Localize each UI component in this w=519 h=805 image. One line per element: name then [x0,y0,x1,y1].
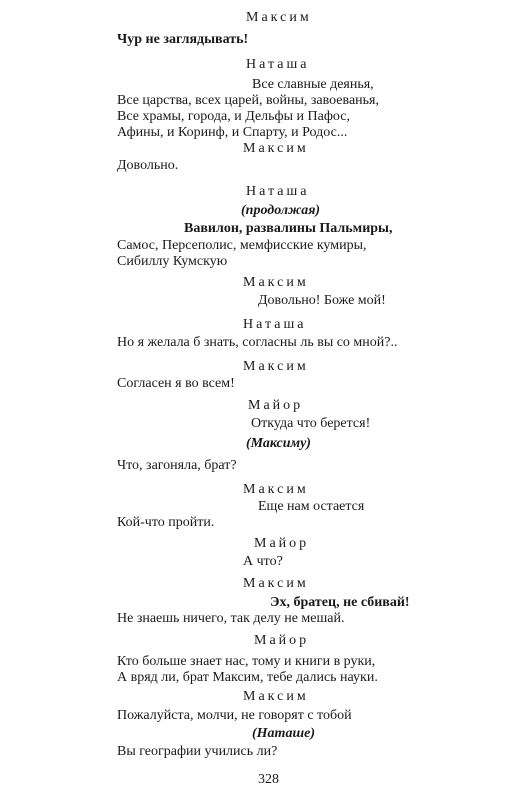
speaker-name: Максим [243,141,309,156]
stage-direction: (Наташе) [252,726,315,741]
verse-line: Но я желала б знать, согласны ль вы со мной?.. [117,335,398,350]
verse-line: Согласен я во всем! [117,376,235,391]
speaker-name: Максим [243,482,309,497]
verse-line: Чур не заглядывать! [117,32,249,47]
stage-direction: (продолжая) [241,203,321,218]
speaker-name: Максим [243,275,309,290]
verse-line: А что? [243,554,283,569]
speaker-name: Наташа [246,184,310,199]
verse-line: Кой-что пройти. [117,515,215,530]
verse-line: Довольно! Боже мой! [258,293,386,308]
speaker-name: Максим [243,689,309,704]
stage-direction: (Максиму) [246,436,311,451]
verse-line: Все храмы, города, и Дельфы и Пафос, [117,109,350,124]
verse-line: Вавилон, развалины Пальмиры, [184,221,393,236]
speaker-name: Максим [243,359,309,374]
verse-line: Эх, братец, не сбивай! [270,595,410,610]
verse-line: Что, загоняла, брат? [117,458,237,473]
verse-line: Пожалуйста, молчи, не говорят с тобой [117,708,352,723]
page-number: 328 [258,772,279,787]
verse-line: Афины, и Коринф, и Спарту, и Родос... [117,125,348,140]
verse-line: Еще нам остается [258,499,365,514]
verse-line: Все царства, всех царей, войны, завоеванья, [117,93,379,108]
verse-line: Самос, Персеполис, мемфисские кумиры, [117,238,367,253]
speaker-name: Майор [248,398,304,413]
speaker-name: Наташа [243,317,307,332]
speaker-name: Майор [254,536,310,551]
speaker-name: Максим [243,576,309,591]
speaker-name: Максим [246,10,312,25]
verse-line: Откуда что берется! [251,416,371,431]
verse-line: Кто больше знает нас, тому и книги в руки, [117,654,376,669]
verse-line: Не знаешь ничего, так делу не мешай. [117,611,345,626]
verse-line: Вы географии учились ли? [117,744,278,759]
speaker-name: Наташа [246,57,310,72]
verse-line: А вряд ли, брат Максим, тебе дались науки. [117,670,378,685]
verse-line: Все славные деянья, [252,77,374,92]
speaker-name: Майор [254,633,310,648]
verse-line: Сибиллу Кумскую [117,254,228,269]
verse-line: Довольно. [117,158,179,173]
